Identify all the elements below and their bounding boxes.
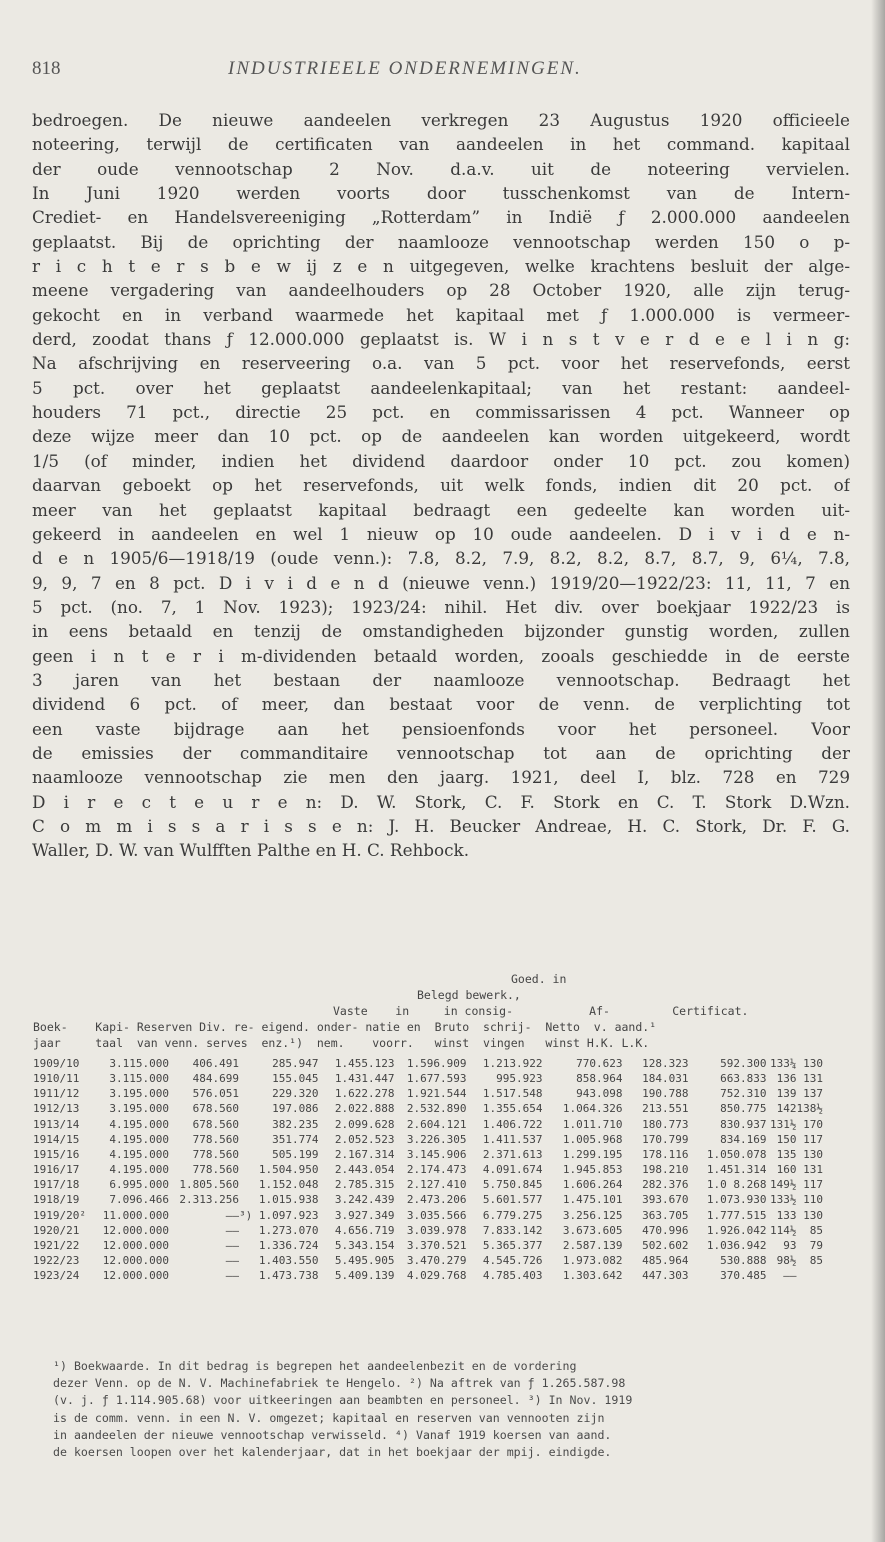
table-cell: 131 xyxy=(803,1163,823,1177)
table-cell: 1.475.101 xyxy=(562,1193,623,1207)
table-cell: 2.127.410 xyxy=(406,1178,467,1192)
table-cell: 136 xyxy=(776,1072,797,1086)
table-cell: 1911/12 xyxy=(33,1087,80,1101)
table-cell: 133¼ xyxy=(769,1057,797,1070)
table-cell: 3.226.305 xyxy=(406,1132,467,1146)
table-cell: 393.670 xyxy=(642,1193,689,1207)
table-cell: 663.833 xyxy=(720,1072,767,1086)
table-cell: 1.622.278 xyxy=(334,1087,395,1101)
table-cell: 1914/15 xyxy=(33,1132,80,1146)
table-body xyxy=(33,1056,823,1283)
table-cell: 93 xyxy=(783,1238,797,1252)
table-cell: 178.116 xyxy=(642,1147,689,1161)
table-cell: 592.300 xyxy=(720,1057,767,1070)
table-cell xyxy=(796,1268,823,1283)
table-cell: 3.195.000 xyxy=(109,1102,169,1116)
table-cell: 1.064.326 xyxy=(562,1102,623,1116)
body-line: in eens betaald en tenzij de omstandigheden bijzonder gunstig worden, zullen xyxy=(32,621,850,642)
body-line: naamlooze vennootschap zie men den jaarg. 1921, deel I, blz. 728 en 729 xyxy=(32,767,850,788)
table-cell: 137 xyxy=(803,1087,823,1101)
table-cell: 1923/24 xyxy=(33,1269,80,1283)
table-cell: 3.470.279 xyxy=(406,1254,467,1268)
body-line: geen i n t e r i m-dividenden betaald worden, zooals geschiedde in de eerste xyxy=(32,645,850,666)
footnote-line: de koersen loopen over het kalenderjaar, dat in het boekjaar der mpij. eindigde. xyxy=(53,1444,612,1459)
table-cell: 1.945.853 xyxy=(562,1163,623,1177)
table-cell: —— xyxy=(783,1269,797,1283)
body-line: meene vergadering van aandeelhouders op 28 October 1920, alle zijn terug- xyxy=(32,280,850,301)
table-cell: 850.775 xyxy=(720,1102,767,1116)
table-cell: 12.000.000 xyxy=(102,1254,169,1268)
table-cell: 3.115.000 xyxy=(109,1072,169,1086)
table-header-line: Belegd bewerk., xyxy=(417,988,521,1002)
table-cell: 149½ xyxy=(769,1178,797,1192)
table-cell: 1.015.938 xyxy=(258,1193,319,1207)
table-cell: —— xyxy=(225,1223,239,1237)
table-cell: 2.313.256 xyxy=(179,1193,239,1207)
table-cell: 5.750.845 xyxy=(482,1178,543,1192)
footnote-line: is de comm. venn. in een N. V. omgezet; kapitaal en reserven van vennooten zijn xyxy=(53,1410,605,1425)
table-cell: 85 xyxy=(809,1254,823,1268)
footnote-line: in aandeelen der nieuwe vennootschap verwisseld. ⁴) Vanaf 1919 koersen van aand. xyxy=(53,1427,612,1442)
table-header-line: Boek- Kapi- Reserven Div. re- eigend. onder- natie en Bruto schrij- Netto v. aand.¹ xyxy=(33,1020,657,1034)
table-row xyxy=(33,1177,823,1192)
table-cell: 2.099.628 xyxy=(334,1117,395,1131)
table-cell: 117 xyxy=(803,1132,823,1146)
table-cell: 198.210 xyxy=(642,1163,689,1177)
table-cell: 1912/13 xyxy=(33,1102,80,1116)
table-cell: 1.011.710 xyxy=(562,1117,623,1131)
table-cell: 12.000.000 xyxy=(102,1269,169,1283)
table-cell: 1921/22 xyxy=(33,1238,80,1252)
table-cell: 447.303 xyxy=(642,1269,689,1283)
table-cell: 3.195.000 xyxy=(109,1087,169,1101)
table-row xyxy=(33,1208,823,1223)
table-cell: 1.777.515 xyxy=(706,1208,767,1222)
table-cell: 1.273.070 xyxy=(258,1223,319,1237)
table-cell: 1.0 8.268 xyxy=(706,1178,767,1192)
table-row xyxy=(33,1117,823,1132)
table-cell: —— xyxy=(225,1238,239,1252)
table-cell: 1.606.264 xyxy=(562,1178,623,1192)
table-cell: 2.167.314 xyxy=(334,1147,395,1161)
table-cell: 7.833.142 xyxy=(482,1223,543,1237)
table-cell: 184.031 xyxy=(642,1072,689,1086)
table-cell: 752.310 xyxy=(720,1087,767,1101)
table-cell: 130 xyxy=(803,1147,823,1161)
table-cell: 4.195.000 xyxy=(109,1163,169,1177)
page-header xyxy=(32,58,862,84)
table-cell: 1.403.550 xyxy=(258,1254,319,1268)
table-cell: 133½ xyxy=(769,1193,797,1207)
table-cell: 3.673.605 xyxy=(562,1223,623,1237)
table-cell: 3.256.125 xyxy=(562,1208,623,1222)
table-cell: —— xyxy=(225,1269,239,1283)
table-cell: 4.029.768 xyxy=(406,1269,467,1283)
page-edge-shadow xyxy=(871,0,885,1542)
table-cell: 3.035.566 xyxy=(406,1208,467,1222)
table-cell: 1919/20² xyxy=(33,1208,86,1222)
footnote-line: ¹) Boekwaarde. In dit bedrag is begrepen het aandeelenbezit en de vordering xyxy=(53,1359,577,1373)
body-line: deze wijze meer dan 10 pct. op de aandeelen kan worden uitgekeerd, wordt xyxy=(32,426,850,447)
table-cell: 943.098 xyxy=(576,1087,623,1101)
body-line: 5 pct. over het geplaatst aandeelenkapitaal; van het restant: aandeel- xyxy=(32,377,850,398)
table-cell: 484.699 xyxy=(192,1072,239,1086)
table-cell: 3.370.521 xyxy=(406,1238,467,1252)
table-header-line: Vaste in in consig- Af- Certificat. xyxy=(333,1004,749,1018)
table-cell: 778.560 xyxy=(192,1163,239,1177)
table-cell: 110 xyxy=(803,1193,823,1207)
footnote-line: dezer Venn. op de N. V. Machinefabriek te Hengelo. ²) Na aftrek van ƒ 1.265.587.98 xyxy=(53,1376,626,1391)
table-cell: 370.485 xyxy=(720,1269,767,1283)
table-cell: 213.551 xyxy=(642,1102,689,1116)
body-line: de emissies der commanditaire vennootschap tot aan de oprichting der xyxy=(32,742,850,763)
table-cell: 858.964 xyxy=(576,1072,623,1086)
table-cell: 363.705 xyxy=(642,1208,689,1222)
table-cell: 2.371.613 xyxy=(482,1147,543,1161)
table-cell: 502.602 xyxy=(642,1238,689,1252)
table-cell: 128.323 xyxy=(642,1057,689,1070)
table-cell: 135 xyxy=(776,1147,797,1161)
body-line: Crediet- en Handelsvereeniging „Rotterdam” in Indië ƒ 2.000.000 aandeelen xyxy=(32,207,850,228)
table-cell: 114½ xyxy=(769,1223,797,1237)
table-cell: 1.473.738 xyxy=(258,1269,319,1283)
table-cell: 4.091.674 xyxy=(482,1163,543,1177)
table-cell: 2.174.473 xyxy=(406,1163,467,1177)
table-row xyxy=(33,1223,823,1238)
page-number: 818 xyxy=(32,58,61,79)
table-cell: 5.343.154 xyxy=(334,1238,395,1252)
body-line: der oude vennootschap 2 Nov. d.a.v. uit de noteering vervielen. xyxy=(32,158,850,179)
table-cell: 1.677.593 xyxy=(406,1072,467,1086)
table-cell: 2.022.888 xyxy=(334,1102,395,1116)
table-cell: 6.779.275 xyxy=(482,1208,543,1222)
table-cell: 1920/21 xyxy=(33,1223,80,1237)
body-line: d e n 1905/6—1918/19 (oude venn.): 7.8, 8.2, 7.9, 8.2, 8.2, 8.7, 8.7, 9, 6¼, 7.8, xyxy=(32,548,850,569)
table-cell: 3.145.906 xyxy=(406,1147,467,1161)
table-cell: 133 xyxy=(776,1208,797,1222)
table-cell: 1.805.560 xyxy=(179,1178,239,1192)
financial-table xyxy=(33,972,853,1283)
body-line: houders 71 pct., directie 25 pct. en commissarissen 4 pct. Wanneer op xyxy=(32,402,850,423)
body-line: C o m m i s s a r i s s e n: J. H. Beucker Andreae, H. C. Stork, Dr. F. G. xyxy=(32,815,850,836)
table-cell: 3.242.439 xyxy=(334,1193,395,1207)
table-cell: 160 xyxy=(776,1163,797,1177)
table-cell: 4.195.000 xyxy=(109,1117,169,1131)
body-line: Na afschrijving en reserveering o.a. van 5 pct. voor het reservefonds, eerst xyxy=(32,353,850,374)
table-cell: 1.036.942 xyxy=(706,1238,767,1252)
table-cell: 2.532.890 xyxy=(406,1102,467,1116)
table-cell: 150 xyxy=(776,1132,797,1146)
table-cell: 12.000.000 xyxy=(102,1223,169,1237)
table-cell: —— xyxy=(225,1208,239,1222)
table-cell: 3.115.000 xyxy=(109,1057,169,1070)
table-cell: 180.773 xyxy=(642,1117,689,1131)
table-cell: 351.774 xyxy=(272,1132,319,1146)
table-cell: 1.921.544 xyxy=(406,1087,467,1101)
running-title: INDUSTRIEELE ONDERNEMINGEN. xyxy=(228,58,582,79)
table-row xyxy=(33,1253,823,1268)
table-cell: 4.545.726 xyxy=(482,1254,543,1268)
table-cell: 576.051 xyxy=(192,1087,239,1101)
table-cell: 1.431.447 xyxy=(334,1072,395,1086)
table-row xyxy=(33,1071,823,1086)
table-cell: 1918/19 xyxy=(33,1193,80,1207)
table-cell: 1.973.082 xyxy=(562,1254,623,1268)
table-cell: 4.656.719 xyxy=(334,1223,395,1237)
table-cell: 12.000.000 xyxy=(102,1238,169,1252)
table-cell: 5.409.139 xyxy=(334,1269,395,1283)
table-cell: 778.560 xyxy=(192,1132,239,1146)
body-line: 1/5 (of minder, indien het dividend daardoor onder 10 pct. zou komen) xyxy=(32,450,850,471)
body-line: noteering, terwijl de certificaten van aandeelen in het command. kapitaal xyxy=(32,134,850,155)
footnotes xyxy=(53,1358,849,1461)
table-cell: 138½ xyxy=(796,1102,823,1116)
table-cell: 282.376 xyxy=(642,1178,689,1192)
table-cell: 770.623 xyxy=(576,1057,623,1070)
table-cell: 197.086 xyxy=(272,1102,319,1116)
table-cell: 530.888 xyxy=(720,1254,767,1268)
table-cell: 85 xyxy=(809,1223,823,1237)
table-cell: 1917/18 xyxy=(33,1178,80,1192)
table-cell: 1.517.548 xyxy=(482,1087,543,1101)
table-cell: 7.096.466 xyxy=(109,1193,169,1207)
table-cell: 1915/16 xyxy=(33,1147,80,1161)
table-cell: —— xyxy=(225,1254,239,1268)
table-header xyxy=(33,972,853,1056)
table-cell: 1.406.722 xyxy=(482,1117,543,1131)
body-line: bedroegen. De nieuwe aandeelen verkregen 23 Augustus 1920 officieele xyxy=(32,110,850,130)
table-cell: 285.947 xyxy=(272,1057,319,1070)
body-line: derd, zoodat thans ƒ 12.000.000 geplaatst is. W i n s t v e r d e e l i n g: xyxy=(32,329,850,350)
table-cell: 3.927.349 xyxy=(334,1208,395,1222)
table-cell: 4.195.000 xyxy=(109,1132,169,1146)
body-line: geplaatst. Bij de oprichting der naamlooze vennootschap werden 150 o p- xyxy=(32,231,850,252)
table-header-line: Goed. in xyxy=(511,972,567,986)
body-line: daarvan geboekt op het reservefonds, uit welk fonds, indien dit 20 pct. of xyxy=(32,475,850,496)
table-cell: 170.799 xyxy=(642,1132,689,1146)
table-cell: 1.073.930 xyxy=(706,1193,767,1207)
table-cell: 1.303.642 xyxy=(562,1269,623,1283)
table-cell: 1.455.123 xyxy=(334,1057,395,1070)
table-cell: 1913/14 xyxy=(33,1117,80,1131)
table-cell: 79 xyxy=(809,1238,823,1252)
table-cell: 1922/23 xyxy=(33,1254,80,1268)
table-cell: 1.596.909 xyxy=(406,1057,467,1070)
table-cell: 131½ xyxy=(769,1117,797,1131)
table-cell: 1.336.724 xyxy=(258,1238,319,1252)
table-cell: 1916/17 xyxy=(33,1163,80,1177)
table-cell: 1.005.968 xyxy=(562,1132,623,1146)
table-cell: 5.365.377 xyxy=(482,1238,543,1252)
table-cell: 1.355.654 xyxy=(482,1102,543,1116)
body-line: dividend 6 pct. of meer, dan bestaat voor de venn. de verplichting tot xyxy=(32,694,850,715)
body-line: een vaste bijdrage aan het pensioenfonds voor het personeel. Voor xyxy=(32,718,850,739)
body-line: 5 pct. (no. 7, 1 Nov. 1923); 1923/24: nihil. Het div. over boekjaar 1922/23 is xyxy=(32,596,850,617)
table-cell: 130 xyxy=(803,1208,823,1222)
table-cell: 830.937 xyxy=(720,1117,767,1131)
table-row xyxy=(33,1147,823,1162)
table-cell: 1.152.048 xyxy=(258,1178,319,1192)
table-cell: 382.235 xyxy=(272,1117,319,1131)
body-line: gekeerd in aandeelen en wel 1 nieuw op 10 oude aandeelen. D i v i d e n- xyxy=(32,523,850,544)
table-cell: 5.495.905 xyxy=(334,1254,395,1268)
table-cell: 1909/10 xyxy=(33,1057,80,1070)
table-cell: 406.491 xyxy=(192,1057,239,1070)
table-cell: 139 xyxy=(776,1087,797,1101)
table-cell: 155.045 xyxy=(272,1072,319,1086)
table-row xyxy=(33,1086,823,1101)
table-cell: 5.601.577 xyxy=(482,1193,543,1207)
table-cell: 2.604.121 xyxy=(406,1117,467,1131)
table-cell: 1.411.537 xyxy=(482,1132,543,1146)
table-row xyxy=(33,1238,823,1253)
table-cell: 11.000.000 xyxy=(102,1208,169,1222)
table-cell: 117 xyxy=(803,1178,823,1192)
table-cell: 4.195.000 xyxy=(109,1147,169,1161)
table-cell: 1910/11 xyxy=(33,1072,80,1086)
table-row xyxy=(33,1162,823,1177)
table-cell: ³) 1.097.923 xyxy=(239,1208,319,1222)
table-cell: 505.199 xyxy=(272,1147,319,1161)
table-row xyxy=(33,1056,823,1071)
table-cell: 3.039.978 xyxy=(406,1223,467,1237)
table-cell: 4.785.403 xyxy=(482,1269,543,1283)
table-row xyxy=(33,1132,823,1147)
table-cell: 778.560 xyxy=(192,1147,239,1161)
body-line: In Juni 1920 werden voorts door tusschenkomst van de Intern- xyxy=(32,183,850,204)
body-line: r i c h t e r s b e w ij z e n uitgegeven, welke krachtens besluit der alge- xyxy=(32,256,850,277)
table-cell: 678.560 xyxy=(192,1102,239,1116)
table-cell: 1.451.314 xyxy=(706,1163,767,1177)
table-cell: 98½ xyxy=(776,1254,797,1268)
table-cell: 1.504.950 xyxy=(258,1163,319,1177)
body-line: 9, 9, 7 en 8 pct. D i v i d e n d (nieuwe venn.) 1919/20—1922/23: 11, 11, 7 en xyxy=(32,572,850,593)
body-text xyxy=(32,108,850,863)
table-cell: 1.050.078 xyxy=(706,1147,767,1161)
table-cell: 2.587.139 xyxy=(562,1238,623,1252)
table-row xyxy=(33,1101,823,1116)
table-cell: 2.785.315 xyxy=(334,1178,395,1192)
table-cell: 834.169 xyxy=(720,1132,767,1146)
table-cell: 131 xyxy=(803,1072,823,1086)
table-row xyxy=(33,1192,823,1207)
table-cell: 1.213.922 xyxy=(482,1057,543,1070)
table-cell: 170 xyxy=(803,1117,823,1131)
table-cell: 6.995.000 xyxy=(109,1178,169,1192)
table-row xyxy=(33,1268,823,1283)
body-line: Waller, D. W. van Wulfften Palthe en H. C. Rehbock. xyxy=(32,840,470,861)
body-line: 3 jaren van het bestaan der naamlooze vennootschap. Bedraagt het xyxy=(32,669,850,690)
body-line: D i r e c t e u r e n: D. W. Stork, C. F. Stork en C. T. Stork D.Wzn. xyxy=(32,791,850,812)
table-cell: 130 xyxy=(803,1057,823,1070)
table-cell: 470.996 xyxy=(642,1223,689,1237)
table-cell: 995.923 xyxy=(496,1072,543,1086)
table-cell: 1.299.195 xyxy=(562,1147,623,1161)
table-cell: 2.473.206 xyxy=(406,1193,467,1207)
body-line: meer van het geplaatst kapitaal bedraagt een gedeelte kan worden uit- xyxy=(32,499,850,520)
table-cell: 1.926.042 xyxy=(706,1223,767,1237)
table-cell: 190.788 xyxy=(642,1087,689,1101)
table-cell: 2.443.054 xyxy=(334,1163,395,1177)
table-cell: 485.964 xyxy=(642,1254,689,1268)
table-cell: 678.560 xyxy=(192,1117,239,1131)
table-cell: 229.320 xyxy=(272,1087,319,1101)
footnote-line: (v. j. ƒ 1.114.905.68) voor uitkeeringen aan beambten en personeel. ³) In Nov. 1919 xyxy=(53,1393,633,1408)
table-header-line: jaar taal van venn. serves enz.¹) nem. voorr. winst vingen winst H.K. L.K. xyxy=(33,1036,650,1050)
table-cell: 142 xyxy=(776,1102,797,1116)
body-line: gekocht en in verband waarmede het kapitaal met ƒ 1.000.000 is vermeer- xyxy=(32,304,850,325)
table-cell: 2.052.523 xyxy=(334,1132,395,1146)
